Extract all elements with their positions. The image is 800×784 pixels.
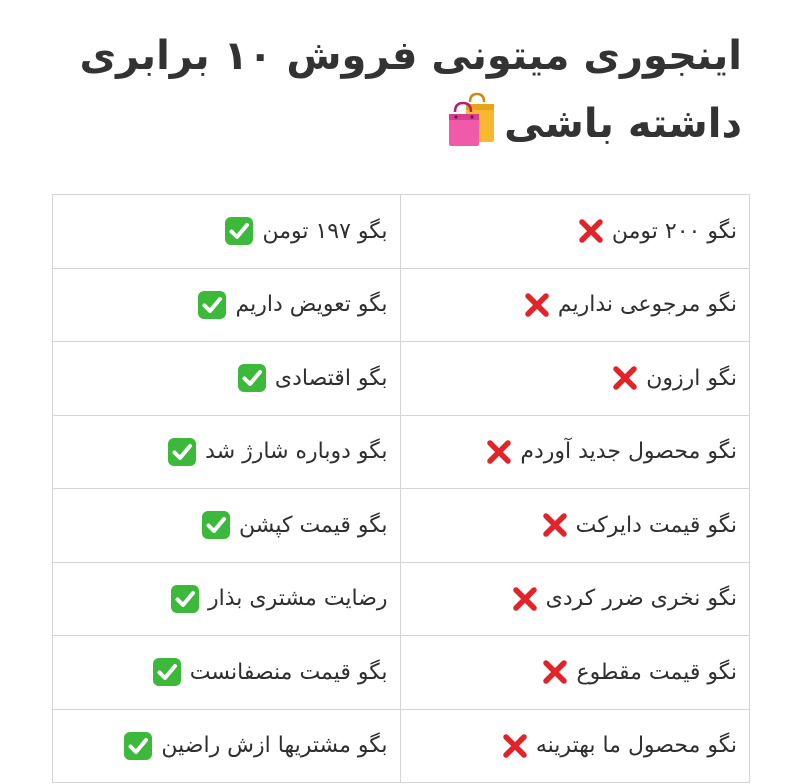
do-cell	[53, 709, 401, 783]
dont-item	[542, 659, 737, 685]
dont-cell	[400, 342, 749, 416]
do-text: بگو قیمت کپشن	[238, 512, 388, 538]
dont-cell	[400, 415, 749, 489]
do-cell	[53, 268, 401, 342]
do-text: بگو دوباره شارژ شد	[205, 439, 388, 465]
dont-cell	[400, 195, 749, 269]
do-cell	[53, 489, 401, 563]
table-row	[53, 636, 750, 710]
do-text: رضایت مشتری بذار	[208, 586, 388, 612]
dont-text: نگو محصول ما بهترینه	[535, 733, 737, 759]
do-item	[197, 290, 387, 320]
table-row	[53, 415, 750, 489]
shopping-bags-icon	[446, 92, 498, 148]
table-row	[53, 562, 750, 636]
do-text: بگو اقتصادی	[274, 365, 388, 391]
table-row	[53, 268, 750, 342]
comparison-table	[52, 194, 750, 783]
do-item	[237, 363, 388, 393]
cross-mark-icon	[542, 659, 568, 685]
do-item	[123, 731, 387, 761]
table-row	[53, 342, 750, 416]
dont-cell	[400, 709, 749, 783]
cross-mark-icon	[578, 218, 604, 244]
do-cell	[53, 562, 401, 636]
do-text: بگو قیمت منصفانست	[189, 659, 388, 685]
cross-mark-icon	[542, 512, 568, 538]
dont-text: نگو ۲۰۰ تومن	[611, 218, 737, 244]
do-cell	[53, 342, 401, 416]
do-item	[152, 657, 388, 687]
do-text: بگو تعویض داریم	[235, 292, 388, 318]
dont-cell	[400, 489, 749, 563]
dont-cell	[400, 636, 749, 710]
dont-text: نگو قیمت مقطوع	[576, 659, 737, 685]
dont-item	[512, 586, 737, 612]
cross-mark-icon	[502, 733, 528, 759]
dont-text: نگو ارزون	[646, 365, 737, 391]
check-mark-icon	[170, 584, 200, 614]
dont-item	[578, 218, 737, 244]
do-cell	[53, 195, 401, 269]
check-mark-icon	[197, 290, 227, 320]
check-mark-icon	[152, 657, 182, 687]
cross-mark-icon	[612, 365, 638, 391]
title-line-2: داشته باشی	[504, 101, 742, 147]
cross-mark-icon	[512, 586, 538, 612]
dont-item	[524, 292, 737, 318]
table-row	[53, 709, 750, 783]
page-title	[42, 22, 742, 158]
dont-text: نگو نخری ضرر کردی	[545, 586, 737, 612]
dont-item	[612, 365, 737, 391]
check-mark-icon	[224, 216, 254, 246]
dont-text: نگو قیمت دایرکت	[575, 512, 737, 538]
dont-item	[502, 733, 737, 759]
do-item	[167, 437, 387, 467]
do-cell	[53, 415, 401, 489]
check-mark-icon	[167, 437, 197, 467]
dont-text: نگو محصول جدید آوردم	[520, 439, 737, 465]
do-cell	[53, 636, 401, 710]
do-item	[224, 216, 387, 246]
title-line-1: اینجوری میتونی فروش ۱۰ برابری	[79, 33, 742, 79]
dont-cell	[400, 268, 749, 342]
check-mark-icon	[201, 510, 231, 540]
do-item	[170, 584, 388, 614]
title-line-2-wrapper	[42, 90, 742, 158]
dont-cell	[400, 562, 749, 636]
dont-item	[542, 512, 737, 538]
cross-mark-icon	[486, 439, 512, 465]
dont-item	[486, 439, 737, 465]
do-item	[201, 510, 388, 540]
table-row	[53, 195, 750, 269]
cross-mark-icon	[524, 292, 550, 318]
table-row	[53, 489, 750, 563]
dont-text: نگو مرجوعی نداریم	[557, 292, 737, 318]
do-text: بگو ۱۹۷ تومن	[262, 218, 388, 244]
check-mark-icon	[123, 731, 153, 761]
do-text: بگو مشتریها ازش راضین	[161, 733, 388, 759]
check-mark-icon	[237, 363, 267, 393]
